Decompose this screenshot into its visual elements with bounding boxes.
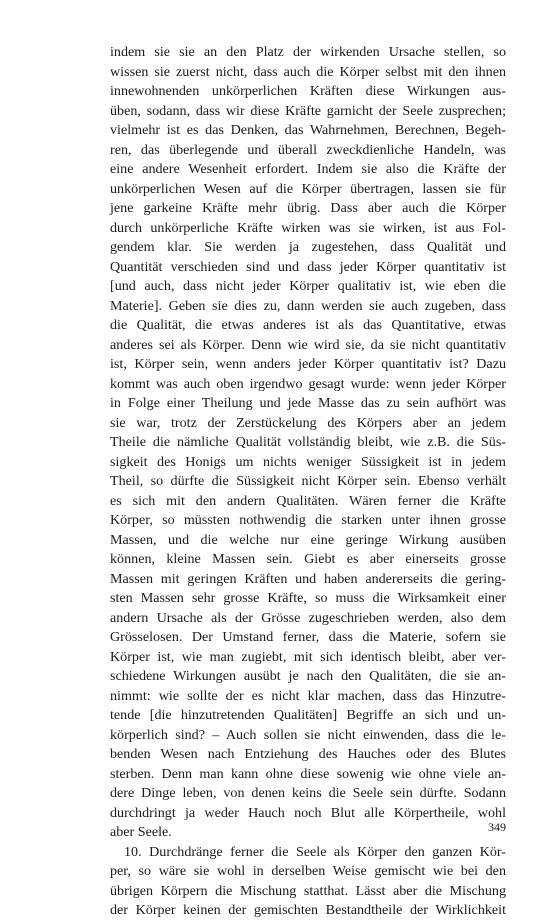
text-line: ren, das überlegende und überall zweckdienliche Handeln, was — [110, 141, 506, 158]
text-line: schiedene Wirkungen ausübt je nach den Qualitäten, die sie an- — [110, 668, 506, 684]
text-line: tende [die hinzutretenden Qualitäten] Begriffe an sich und un- — [110, 707, 506, 723]
text-line: indem sie sie an den Platz der wirkenden Ursache stellen, so — [110, 44, 506, 60]
text-line: Massen, und die welche nur eine geringe Wirkung ausüben — [110, 531, 506, 548]
text-line: sten Massen sehr grosse Kräfte, so muss die Wirksamkeit einer — [110, 590, 506, 606]
text-line: per, so wäre sie wohl in derselben Weise gemischt wie bei den — [110, 863, 506, 879]
text-line: Quantität verschieden sind und dass jeder Körper quantitativ ist — [110, 258, 506, 275]
text-line: [und auch, dass nicht jeder Körper qualitativ ist, wie eben die — [110, 278, 506, 294]
text-line: es sich mit den andern Qualitäten. Wären ferner die Kräfte — [110, 492, 506, 509]
text-line: gendem klar. Sie werden ja zugestehen, dass Qualität und — [110, 239, 506, 255]
text-line: Körper, so müssten nothwendig die starken unter ihnen grosse — [110, 512, 506, 528]
text-line: jene garkeine Kräfte mehr übrig. Dass aber auch die Körper — [110, 200, 506, 216]
text-line: Grösselosen. Der Umstand ferner, dass die Materie, sofern sie — [110, 629, 506, 645]
text-line: innewohnenden unkörperlichen Kräften diese Wirkungen aus- — [110, 83, 506, 99]
text-line: wissen sie zuerst nicht, dass auch die Körper selbst mit den ihnen — [110, 63, 506, 80]
page-number: 349 — [488, 820, 506, 834]
text-line: sigkeit des Honigs um nichts weniger Süssigkeit ist in jedem — [110, 453, 506, 470]
text-line: eine andere Wesenheit erfordert. Indem sie also die Kräfte der — [110, 161, 506, 177]
text-line: benden Wesen nach Entziehung des Hauches oder des Blutes — [110, 746, 506, 762]
paragraph-10-start: 10. Durchdränge ferner die Seele als Körper den ganzen Kör- — [124, 843, 506, 860]
text-line: in Folge einer Theilung und jede Masse das zu sein aufhört was — [110, 395, 506, 411]
text-line: Körper ist, wie man zugiebt, mit sich identisch bleibt, aber ver- — [110, 648, 506, 665]
text-line: die Qualität, die etwas anderes ist als das Quantitative, etwas — [110, 317, 506, 333]
text-line: Materie]. Geben sie dies zu, dann werden sie auch zugeben, dass — [110, 297, 506, 314]
text-line: nimmt: wie sollte der es nicht klar machen, dass das Hinzutre- — [110, 687, 506, 704]
text-line: Massen mit geringen Kräften und haben andererseits die gering- — [110, 570, 506, 587]
text-line: vielmehr ist es das Denken, das Wahrnehmen, Berechnen, Begeh- — [110, 122, 506, 138]
text-line: aber Seele. — [110, 824, 172, 840]
text-line: andern Ursache als der Grösse zugeschrieben werden, also dem — [110, 609, 506, 626]
text-line: ist, Körper sein, wenn anders jeder Körper quantitativ ist? Dazu — [110, 356, 506, 372]
text-line: üben, sodann, dass wir diese Kräfte garnicht der Seele zusprechen; — [110, 102, 506, 119]
text-line: unkörperlichen Wesen auf die Körper übertragen, lassen sie für — [110, 180, 506, 197]
text-line: körperlich sind? – Auch sollen sie nicht einwenden, dass die le- — [110, 726, 506, 743]
text-line: anderes sei als Körper. Denn wie wird sie, da sie nicht quantitativ — [110, 336, 506, 353]
text-line: können, kleine Massen sein. Giebt es aber einerseits grosse — [110, 551, 506, 567]
text-line: sie war, trotz der Zerstückelung des Körpers aber an jedem — [110, 414, 506, 431]
body-text — [110, 43, 506, 921]
text-line: Theil, so dürfte die Süssigkeit nicht Körper sein. Ebenso verhält — [110, 473, 506, 489]
text-line: sterben. Denn man kann ohne diese sowenig wie ohne viele an- — [110, 765, 506, 782]
text-line: dere Dinge leben, von denen keins die Seele sein dürfte. Sodann — [110, 785, 506, 801]
text-line: Theile die nämliche Qualität vollständig bleibt, wie z.B. die Süs- — [110, 434, 506, 450]
text-line: durch unkörperliche Kräfte wirken was sie wirken, ist aus Fol- — [110, 219, 506, 236]
text-line: übrigen Körpern die Mischung statthat. Lässt aber die Mischung — [110, 882, 506, 899]
text-line: durchdringt ja weder Hauch noch Blut alle Körpertheile, wohl — [110, 804, 506, 821]
text-line: der Körper keinen der gemischten Bestandtheile der Wirklichkeit — [110, 902, 506, 918]
text-line: kommt was auch oben irgendwo gesagt wurde: wenn jeder Körper — [110, 375, 506, 392]
